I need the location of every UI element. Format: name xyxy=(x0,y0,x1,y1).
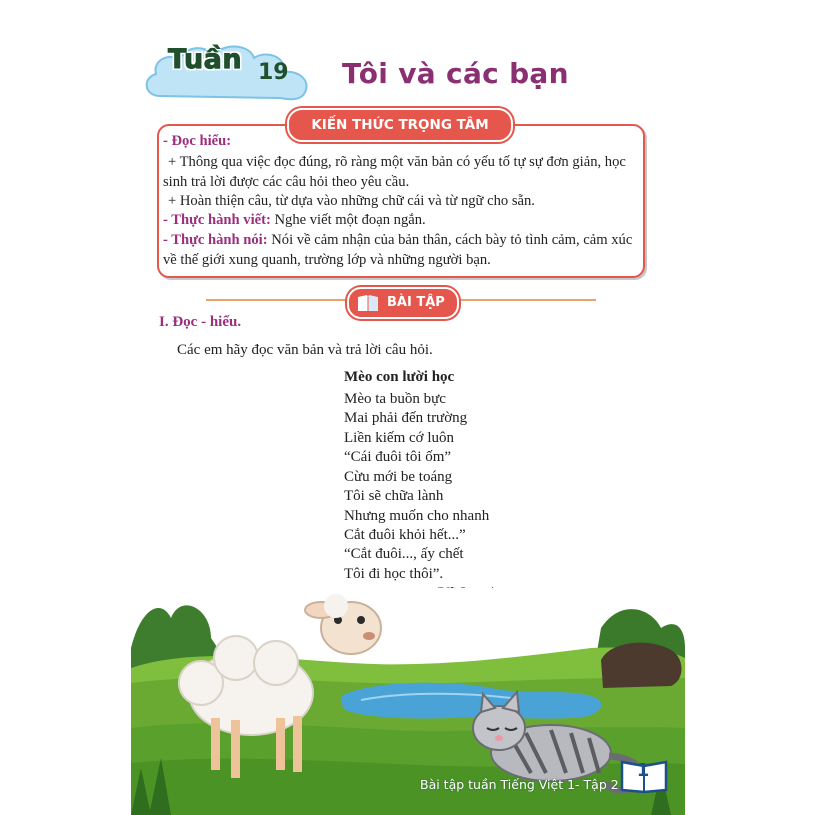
book-icon xyxy=(357,294,379,312)
poem-line: Cắt đuôi khỏi hết...” xyxy=(344,527,466,543)
poem-line: Nhưng muốn cho nhanh xyxy=(344,508,490,524)
section-title: I. Đọc - hiểu. xyxy=(159,314,242,330)
exercise-badge xyxy=(347,287,459,319)
poem-line: Liền kiếm cớ luôn xyxy=(344,430,454,446)
poem-line: Cừu mới be toáng xyxy=(344,469,453,485)
speaking-line-2: về thế giới xung quanh, trường lớp và những người bạn. xyxy=(163,252,491,268)
book-title-footer: Bài tập tuần Tiếng Việt 1- Tập 2 xyxy=(420,777,619,792)
knowledge-badge: KIẾN THỨC TRỌNG TÂM xyxy=(287,108,513,142)
speaking-label: - Thực hành nói: xyxy=(163,232,268,248)
poem-title: Mèo con lười học xyxy=(344,369,455,385)
poem-line: “Cái đuôi tôi ốm” xyxy=(344,449,452,465)
poem-line: “Cắt đuôi..., ấy chết xyxy=(344,546,464,562)
writing-item xyxy=(163,210,426,230)
page-title: Tôi và các bạn xyxy=(342,57,569,90)
poem-line: Tôi đi học thôi”. xyxy=(344,566,444,582)
writing-text: Nghe viết một đoạn ngắn. xyxy=(274,212,426,228)
week-number: 19 xyxy=(258,60,289,85)
poem-line: Mai phải đến trường xyxy=(344,410,468,426)
reading-label: - Đọc hiểu: xyxy=(163,133,232,149)
reading-line-3: + Hoàn thiện câu, từ dựa vào những chữ cái và từ ngữ cho sẵn. xyxy=(168,193,535,209)
reading-line-1: + Thông qua việc đọc đúng, rõ ràng một văn bản có yếu tố tự sự đơn giản, học xyxy=(168,154,626,170)
poem-line: Mèo ta buồn bực xyxy=(344,391,446,407)
page-number: 1 xyxy=(636,760,650,781)
exercise-badge-label: BÀI TẬP xyxy=(387,295,445,310)
week-label: Tuần xyxy=(168,44,243,75)
divider-left xyxy=(206,299,346,301)
divider-right xyxy=(456,299,596,301)
instruction-text: Các em hãy đọc văn bản và trả lời câu hỏi. xyxy=(177,342,433,358)
poem-line: Tôi sẽ chữa lành xyxy=(344,488,444,504)
speaking-text: Nói về cảm nhận của bản thân, cách bày tỏ tình cảm, cảm xúc xyxy=(271,232,633,248)
reading-line-2: sinh trả lời được các câu hỏi theo yêu cầu. xyxy=(163,174,410,190)
writing-label: - Thực hành viết: xyxy=(163,212,271,228)
speaking-item xyxy=(163,230,632,250)
